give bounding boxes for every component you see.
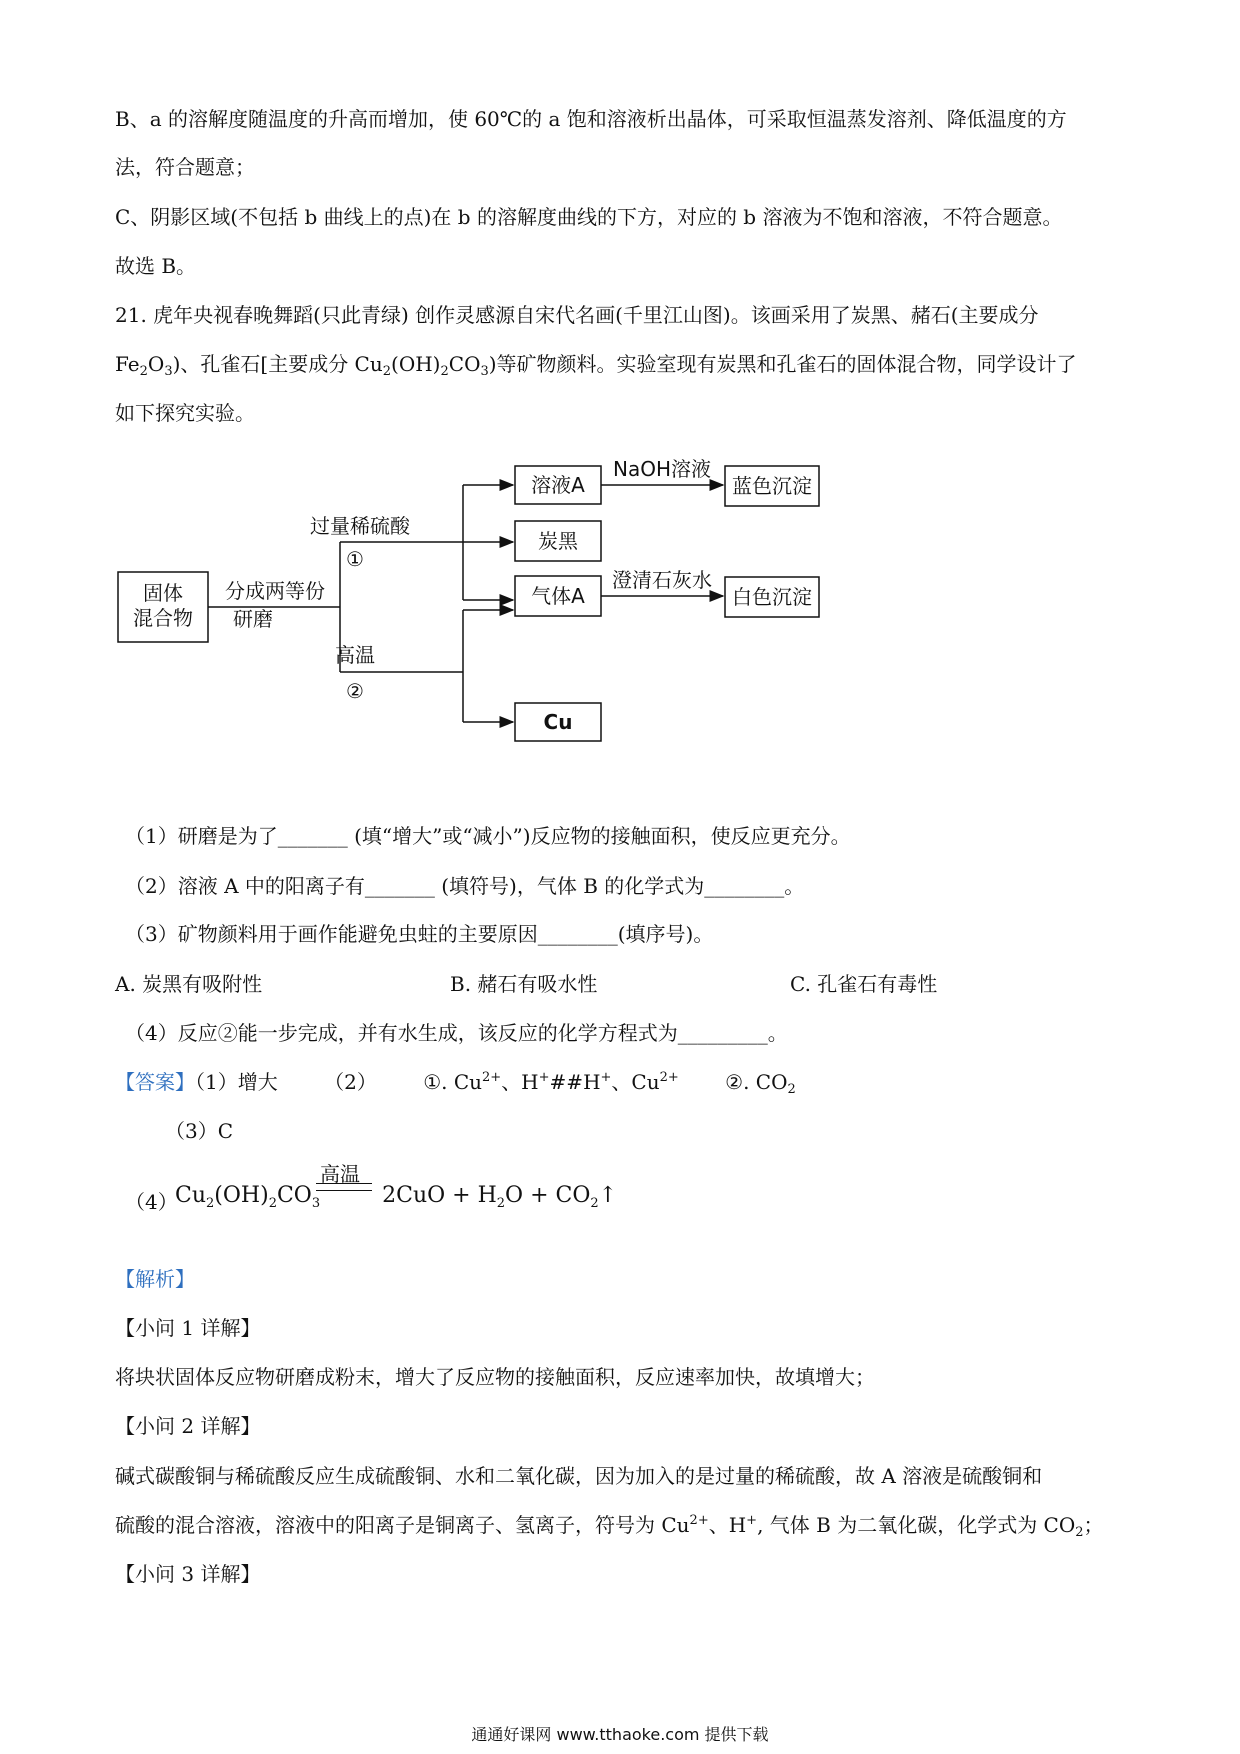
blue-precipitate-label: 蓝色沉淀 bbox=[732, 474, 812, 498]
white-precipitate-label: 白色沉淀 bbox=[732, 585, 812, 609]
chemical-equation: $Cu_2(OH)_2CO_3$ $2CuO + H_2O$ + $CO_2↑$ bbox=[175, 1183, 618, 1211]
answer-line: 【答案】（1）增大 （2） ①. $Cu^{2+}$、H+##H+、$Cu^{2+}$ ②. $CO_2$ bbox=[115, 1070, 796, 1097]
acid-label: 过量稀硫酸 bbox=[310, 514, 410, 538]
carbon-label: 炭黑 bbox=[538, 529, 578, 553]
answer-3: （3）C bbox=[165, 1119, 234, 1143]
step1-label: ① bbox=[346, 547, 364, 571]
text-line: C、阴影区域(不包括 b 曲线上的点)在 b 的溶解度曲线的下方，对应的 b 溶液为不饱和溶液，不符合题意。 bbox=[115, 205, 1063, 229]
gas-a-label: 气体A bbox=[531, 584, 585, 608]
question-1: （1）研磨是为了_______ (填“增大”或“减小”)反应物的接触面积，使反应更充分。 bbox=[125, 824, 851, 848]
text-line: B、a 的溶解度随温度的升高而增加，使 60℃的 a 饱和溶液析出晶体，可采取恒温蒸发溶剂、降低温度的方 bbox=[115, 107, 1067, 131]
section-heading: 【小问 3 详解】 bbox=[115, 1562, 261, 1586]
analysis-label: 【解析】 bbox=[115, 1267, 195, 1291]
experiment-flow-diagram bbox=[105, 450, 885, 770]
text-line: 如下探究实验。 bbox=[115, 401, 255, 425]
question-4: （4）反应②能一步完成，并有水生成，该反应的化学方程式为_________。 bbox=[125, 1021, 788, 1045]
section-heading: 【小问 1 详解】 bbox=[115, 1316, 261, 1340]
mixture-label: 固体 bbox=[143, 581, 183, 605]
text-line: 法，符合题意； bbox=[115, 155, 255, 179]
question-21-stem: 21. 虎年央视春晚舞蹈(只此青绿) 创作灵感源自宋代名画(千里江山图)。该画采用了炭黑、赭石(主要成分 bbox=[115, 303, 1039, 327]
section-heading: 【小问 2 详解】 bbox=[115, 1414, 261, 1438]
text-line: 碱式碳酸铜与稀硫酸反应生成硫酸铜、水和二氧化碳，因为加入的是过量的稀硫酸，故 A 溶液是硫酸铜和 bbox=[115, 1464, 1043, 1488]
footer-text: 通通好课网 www.tthaoke.com 提供下载 bbox=[471, 1725, 769, 1744]
lime-water-label: 澄清石灰水 bbox=[612, 568, 712, 592]
cu-label: Cu bbox=[543, 710, 573, 734]
heat-label: 高温 bbox=[335, 643, 375, 667]
text-line: 将块状固体反应物研磨成粉末，增大了反应物的接触面积，反应速率加快，故填增大； bbox=[115, 1365, 875, 1389]
question-2: （2）溶液 A 中的阳离子有_______ (填符号)，气体 B 的化学式为________。 bbox=[125, 874, 805, 898]
split-label: 分成两等份 bbox=[225, 579, 325, 603]
grind-label: 研磨 bbox=[233, 607, 273, 631]
reaction-condition: 高温 bbox=[320, 1162, 360, 1186]
text-line: 故选 B。 bbox=[115, 254, 197, 278]
text-line: $Fe_2O_3$)、孔雀石[主要成分 $Cu_2(OH)_2CO_3$)等矿物颜料。实验室现有炭黑和孔雀石的固体混合物，同学设计了 bbox=[115, 352, 1077, 379]
mixture-label: 混合物 bbox=[133, 606, 193, 630]
option-c: C. 孔雀石有毒性 bbox=[790, 972, 938, 996]
solution-a-label: 溶液A bbox=[531, 473, 585, 497]
text-line: 硫酸的混合溶液，溶液中的阳离子是铜离子、氢离子，符号为 $Cu^{2+}$、H+, 气体 B 为二氧化碳，化学式为 $CO_2$； bbox=[115, 1513, 1104, 1540]
option-b: B. 赭石有吸水性 bbox=[450, 972, 598, 996]
question-3: （3）矿物颜料用于画作能避免虫蛀的主要原因________(填序号)。 bbox=[125, 922, 714, 946]
naoh-label: NaOH溶液 bbox=[613, 457, 711, 481]
answer-4-label: （4） bbox=[125, 1190, 178, 1214]
answer-label: 【答案】 bbox=[115, 1070, 195, 1094]
step2-label: ② bbox=[346, 679, 364, 703]
option-a: A. 炭黑有吸附性 bbox=[115, 972, 263, 996]
